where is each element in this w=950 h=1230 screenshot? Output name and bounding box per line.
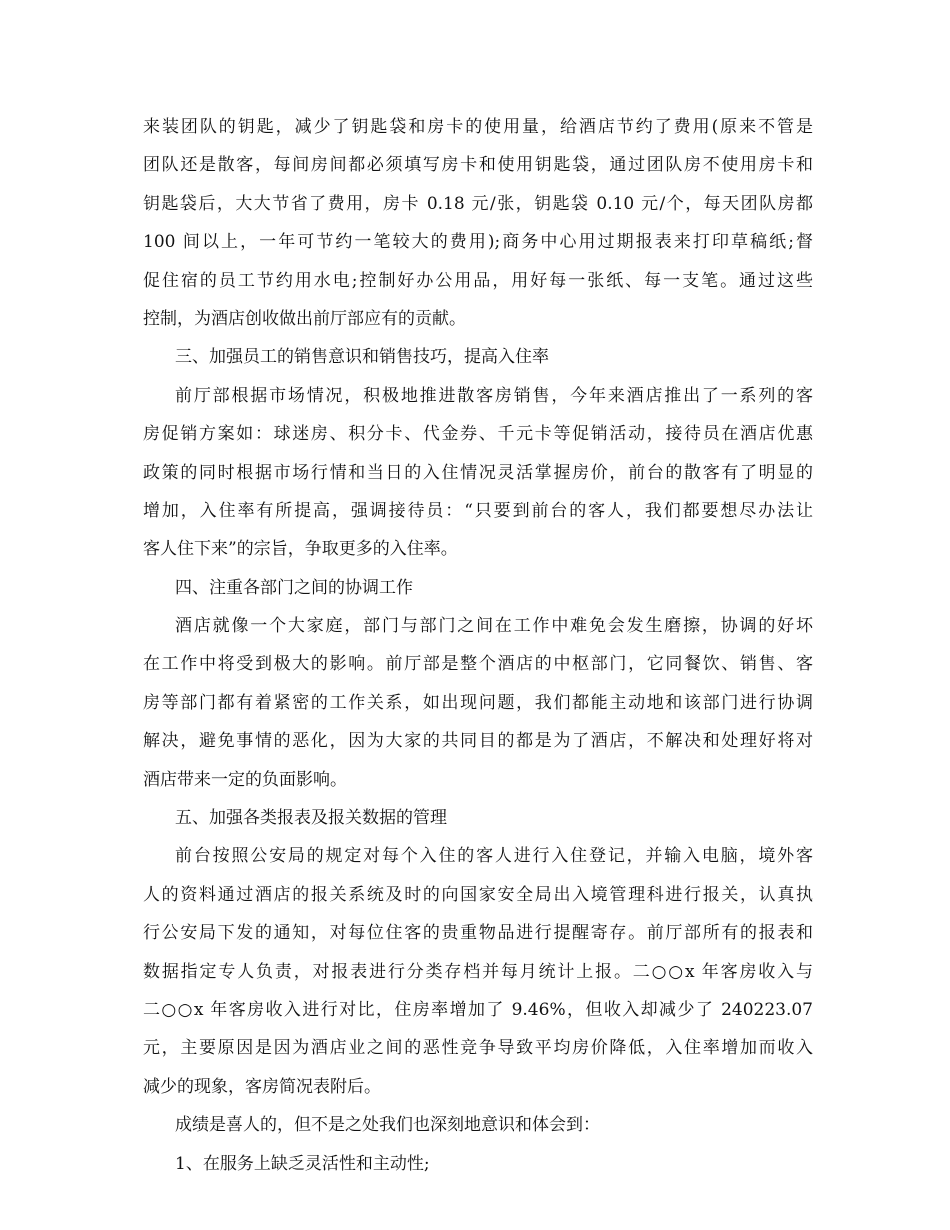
- text-line: 团队还是散客，每间房间都必须填写房卡和使用钥匙袋，通过团队房不使用房卡和: [143, 155, 813, 176]
- text-line: 成绩是喜人的，但不是之处我们也深刻地意识和体会到：: [175, 1115, 600, 1136]
- section-heading: 四、注重各部门之间的协调工作: [175, 577, 413, 598]
- text-line: 钥匙袋后，大大节省了费用，房卡 0.18 元/张，钥匙袋 0.10 元/个，每天团队房都: [143, 193, 813, 214]
- text-line: 在工作中将受到极大的影响。前厅部是整个酒店的中枢部门，它同餐饮、销售、客: [143, 654, 813, 675]
- text-line: 房促销方案如：球迷房、积分卡、代金券、千元卡等促销活动，接待员在酒店优惠: [143, 424, 813, 445]
- list-item: 1、在服务上缺乏灵活性和主动性;: [175, 1153, 430, 1174]
- text-line: 人的资料通过酒店的报关系统及时的向国家安全局出入境管理科进行报关，认真执: [143, 884, 813, 905]
- text-line: 增加，入住率有所提高，强调接待员：“只要到前台的客人，我们都要想尽办法让: [143, 500, 813, 521]
- text-line: 来装团队的钥匙，减少了钥匙袋和房卡的使用量，给酒店节约了费用(原来不管是: [143, 117, 813, 137]
- text-line: 100 间以上，一年可节约一笔较大的费用);商务中心用过期报表来打印草稿纸;督: [143, 232, 813, 253]
- text-line: 元，主要原因是因为酒店业之间的恶性竞争导致平均房价降低，入住率增加而收入: [143, 1038, 813, 1059]
- text-line: 客人住下来”的宗旨，争取更多的入住率。: [143, 539, 458, 560]
- section-heading: 三、加强员工的销售意识和销售技巧，提高入住率: [175, 347, 549, 368]
- text-line: 酒店带来一定的负面影响。: [143, 769, 347, 790]
- text-line: 前厅部根据市场情况，积极地推进散客房销售，今年来酒店推出了一系列的客: [175, 385, 813, 406]
- text-line: 酒店就像一个大家庭，部门与部门之间在工作中难免会发生磨擦，协调的好坏: [175, 616, 813, 637]
- text-line: 减少的现象，客房简况表附后。: [143, 1076, 381, 1097]
- document-body: [143, 108, 813, 1183]
- text-line: 行公安局下发的通知，对每位住客的贵重物品进行提醒寄存。前厅部所有的报表和: [143, 923, 813, 944]
- text-line: 二○○x 年客房收入进行对比，住房率增加了 9.46%，但收入却减少了 240223.07: [143, 999, 813, 1020]
- text-line: 数据指定专人负责，对报表进行分类存档并每月统计上报。二○○x 年客房收入与: [143, 961, 813, 982]
- text-line: 房等部门都有着紧密的工作关系，如出现问题，我们都能主动地和该部门进行协调: [143, 692, 813, 713]
- text-line: 解决，避免事情的恶化，因为大家的共同目的都是为了酒店，不解决和处理好将对: [143, 731, 813, 752]
- text-line: 政策的同时根据市场行情和当日的入住情况灵活掌握房价，前台的散客有了明显的: [143, 462, 813, 483]
- text-line: 促住宿的员工节约用水电;控制好办公用品，用好每一张纸、每一支笔。通过这些: [143, 270, 813, 291]
- section-heading: 五、加强各类报表及报关数据的管理: [175, 808, 447, 829]
- text-line: 控制，为酒店创收做出前厅部应有的贡献。: [143, 308, 466, 329]
- text-line: 前台按照公安局的规定对每个入住的客人进行入住登记，并输入电脑，境外客: [175, 846, 813, 867]
